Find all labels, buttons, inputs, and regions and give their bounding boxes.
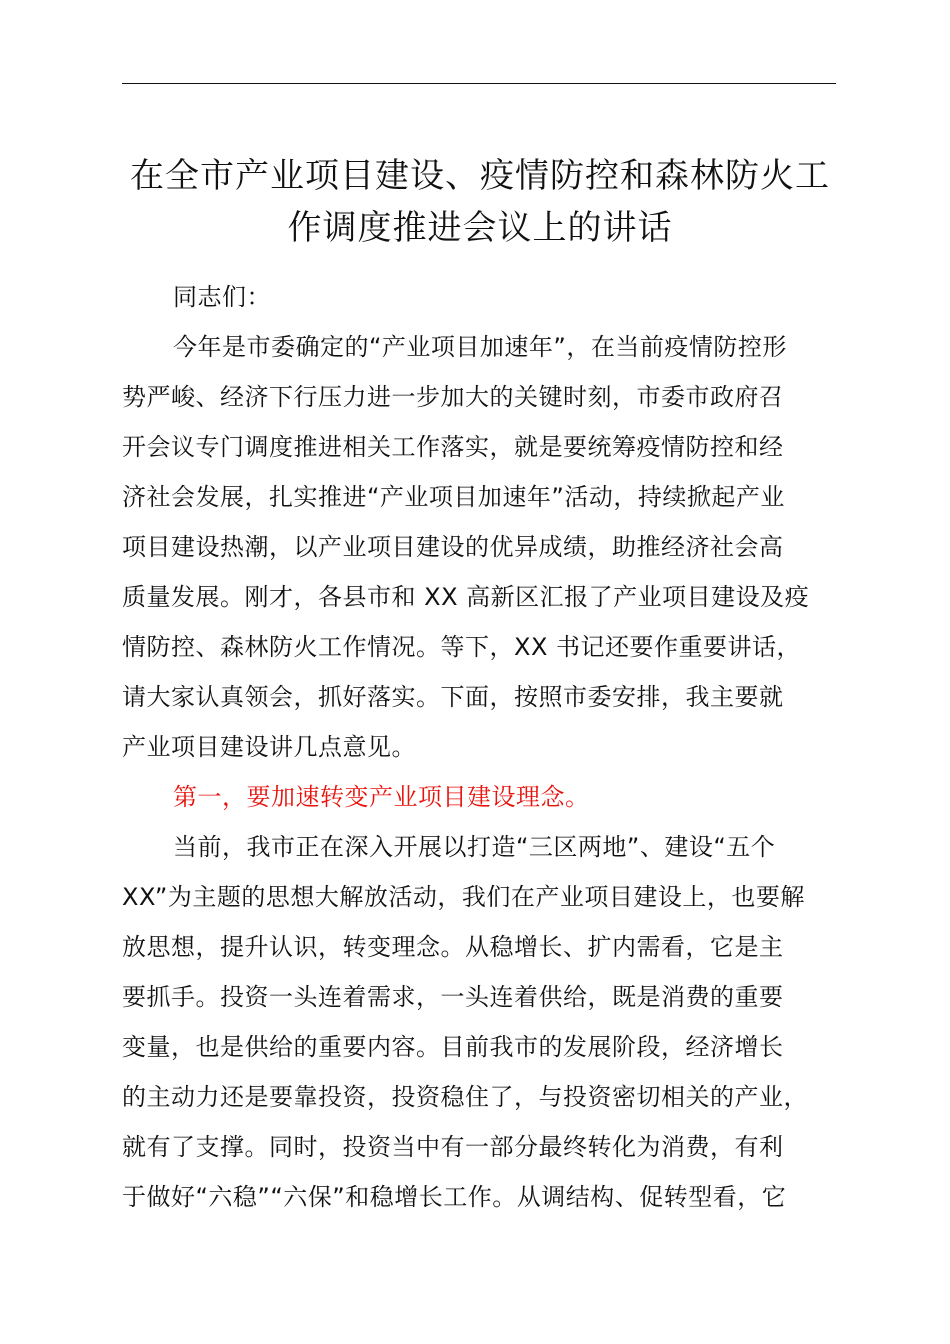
salutation: 同志们： (173, 283, 271, 311)
document-body (122, 272, 842, 1222)
title-line-1: 在全市产业项目建设、疫情防控和森林防火工 (130, 156, 830, 196)
paragraph-line: 项目建设热潮，以产业项目建设的优异成绩，助推经济社会高 (122, 533, 784, 561)
section-heading-1: 第一，要加速转变产业项目建设理念。 (173, 783, 590, 811)
paragraph-line: 势严峻、经济下行压力进一步加大的关键时刻，市委市政府召 (122, 383, 784, 411)
paragraph-line: 放思想，提升认识，转变理念。从稳增长、扩内需看，它是主 (122, 933, 784, 961)
header-rule (122, 83, 836, 84)
paragraph-line: 济社会发展，扎实推进“产业项目加速年”活动，持续掀起产业 (122, 483, 785, 511)
paragraph-line: 质量发展。刚才，各县市和 XX 高新区汇报了产业项目建设及疫 (122, 583, 810, 611)
paragraph-line: 情防控、森林防火工作情况。等下，XX 书记还要作重要讲话， (122, 633, 802, 661)
paragraph-2 (122, 822, 842, 1222)
document-title (110, 150, 850, 254)
paragraph-line: 开会议专门调度推进相关工作落实，就是要统筹疫情防控和经 (122, 433, 784, 461)
paragraph-line: 产业项目建设讲几点意见。 (122, 733, 416, 761)
paragraph-line: 今年是市委确定的“产业项目加速年”，在当前疫情防控形 (173, 333, 787, 361)
paragraph-line: 请大家认真领会，抓好落实。下面，按照市委安排，我主要就 (122, 683, 784, 711)
title-line-2: 作调度推进会议上的讲话 (287, 208, 673, 248)
paragraph-line: 于做好“六稳”“六保”和稳增长工作。从调结构、促转型看，它 (122, 1183, 787, 1211)
paragraph-line: 要抓手。投资一头连着需求，一头连着供给，既是消费的重要 (122, 983, 784, 1011)
paragraph-1 (122, 322, 842, 772)
paragraph-line: XX”为主题的思想大解放活动，我们在产业项目建设上，也要解 (122, 883, 805, 911)
paragraph-line: 当前，我市正在深入开展以打造“三区两地”、建设“五个 (173, 833, 776, 861)
paragraph-line: 变量，也是供给的重要内容。目前我市的发展阶段，经济增长 (122, 1033, 784, 1061)
paragraph-line: 就有了支撑。同时，投资当中有一部分最终转化为消费，有利 (122, 1133, 784, 1161)
paragraph-line: 的主动力还是要靠投资，投资稳住了，与投资密切相关的产业， (122, 1083, 808, 1111)
